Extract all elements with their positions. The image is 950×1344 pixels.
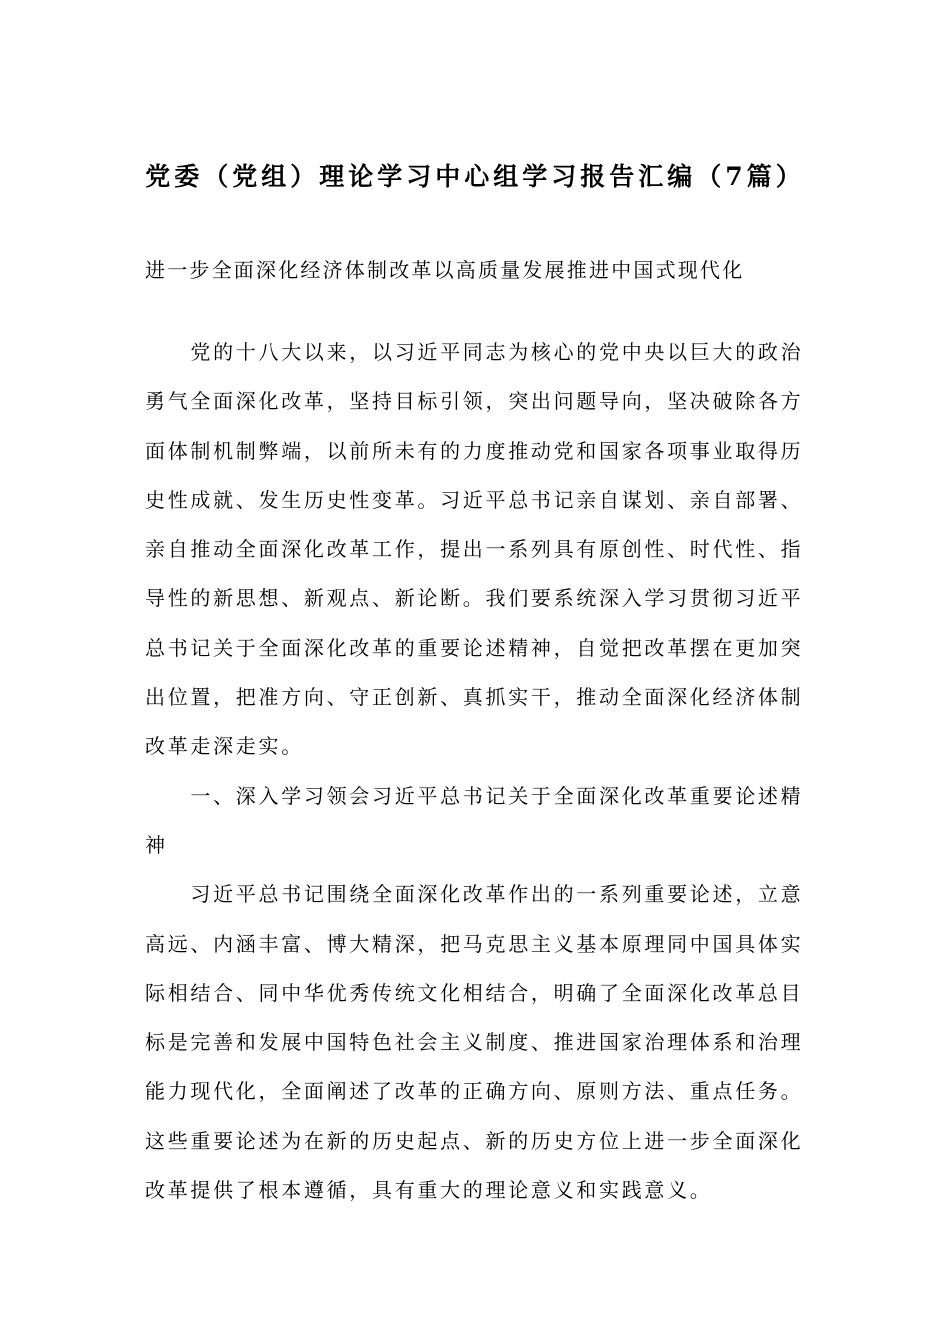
- text-line: 亲自推动全面深化改革工作，提出一系列具有原创性、时代性、指: [145, 537, 804, 562]
- text-line: 神: [145, 832, 168, 857]
- text-line: 史性成就、发生历史性变革。习近平总书记亲自谋划、亲自部署、: [145, 487, 804, 512]
- text-line: 高远、内涵丰富、博大精深，把马克思主义基本原理同中国具体实: [145, 931, 804, 956]
- document-body: [145, 328, 825, 1215]
- text-line: 一、深入学习领会习近平总书记关于全面深化改革重要论述精: [145, 783, 804, 808]
- article-subtitle: 进一步全面深化经济体制改革以高质量发展推进中国式现代化: [145, 258, 745, 282]
- document-title: 党委（党组）理论学习中心组学习报告汇编（7篇）: [145, 162, 805, 191]
- text-line: 出位置，把准方向、守正创新、真抓实干，推动全面深化经济体制: [145, 685, 804, 710]
- text-line: 际相结合、同中华优秀传统文化相结合，明确了全面深化改革总目: [145, 980, 804, 1005]
- text-line: 勇气全面深化改革，坚持目标引领，突出问题导向，坚决破除各方: [145, 389, 804, 414]
- text-line: 能力现代化，全面阐述了改革的正确方向、原则方法、重点任务。: [145, 1079, 804, 1104]
- text-line: 这些重要论述为在新的历史起点、新的历史方位上进一步全面深化: [145, 1128, 804, 1153]
- text-line: 党的十八大以来，以习近平同志为核心的党中央以巨大的政治: [145, 340, 804, 364]
- text-line: 标是完善和发展中国特色社会主义制度、推进国家治理体系和治理: [145, 1030, 804, 1055]
- text-line: 习近平总书记围绕全面深化改革作出的一系列重要论述，立意: [145, 882, 804, 907]
- text-line: 改革提供了根本遵循，具有重大的理论意义和实践意义。: [145, 1178, 713, 1203]
- text-line: 面体制机制弊端，以前所未有的力度推动党和国家各项事业取得历: [145, 438, 804, 463]
- text-line: 导性的新思想、新观点、新论断。我们要系统深入学习贯彻习近平: [145, 586, 804, 611]
- text-line: 总书记关于全面深化改革的重要论述精神，自觉把改革摆在更加突: [145, 635, 804, 660]
- text-line: 改革走深走实。: [145, 734, 304, 759]
